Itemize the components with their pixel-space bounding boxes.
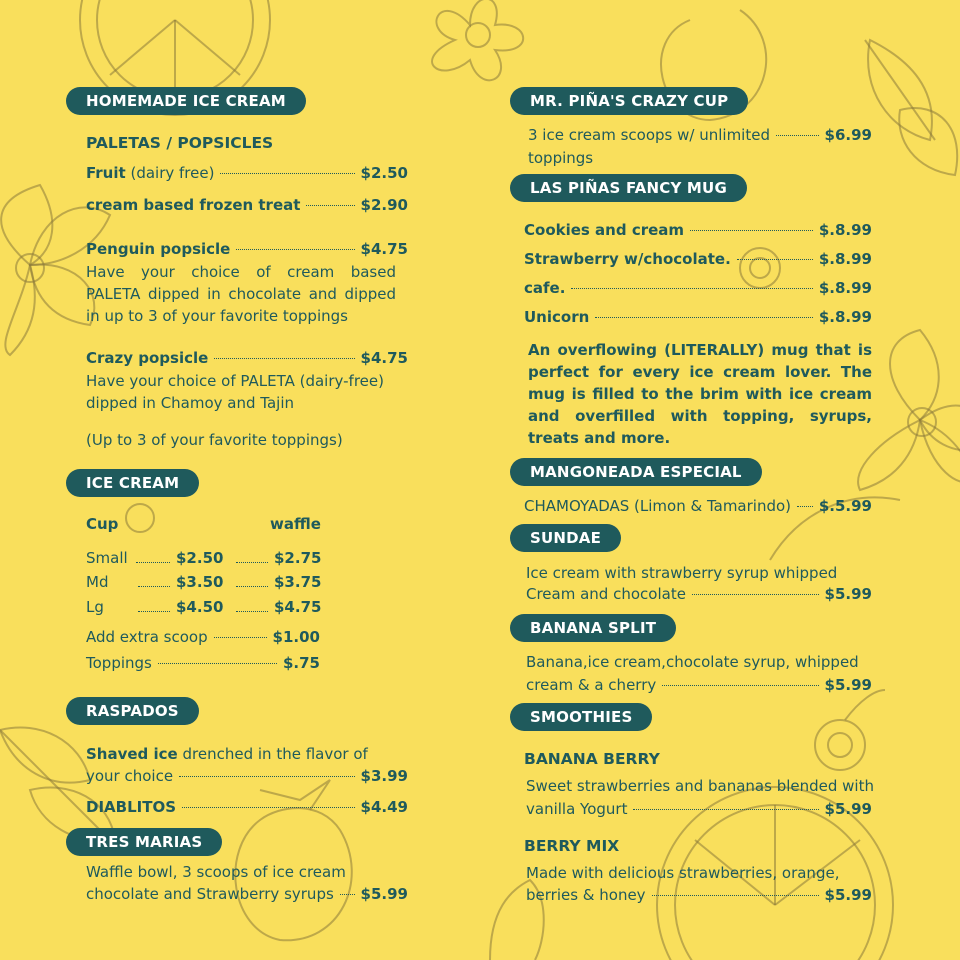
crazy-popsicle-description: Have your choice of PALETA (dairy-free) dipped in Chamoy and Tajin xyxy=(86,372,384,412)
item-name: Cookies and cream xyxy=(524,221,685,239)
fancy-mug-heading: LAS PIÑAS FANCY MUG xyxy=(510,174,747,202)
item-price: $4.75 xyxy=(360,240,408,258)
leader-dots xyxy=(136,562,170,563)
item-price: $5.99 xyxy=(360,885,408,903)
item-desc: cream & a cherry xyxy=(526,676,657,694)
menu-item-berry-mix xyxy=(526,886,872,904)
leader-dots xyxy=(692,594,819,595)
item-name: Shaved ice xyxy=(86,745,178,763)
column-header-cup: Cup xyxy=(86,515,119,533)
item-price: $3.99 xyxy=(360,767,408,785)
leader-dots xyxy=(236,562,268,563)
item-price: $5.99 xyxy=(824,800,872,818)
item-price: $6.99 xyxy=(824,126,872,144)
item-desc: drenched in the flavor of xyxy=(182,745,368,763)
item-price: $5.99 xyxy=(824,585,872,603)
size-label: Md xyxy=(86,573,109,591)
raspados-heading: RASPADOS xyxy=(66,697,199,725)
leader-dots xyxy=(220,173,354,174)
ice-cream-heading: ICE CREAM xyxy=(66,469,199,497)
mangoneada-heading: MANGONEADA ESPECIAL xyxy=(510,458,762,486)
item-price: $.8.99 xyxy=(818,308,872,326)
size-label: Small xyxy=(86,549,128,567)
item-price: $.8.99 xyxy=(818,279,872,297)
homemade-ice-cream-heading: HOMEMADE ICE CREAM xyxy=(66,87,306,115)
menu-item-cream-based xyxy=(86,196,408,214)
crazy-popsicle-note: (Up to 3 of your favorite toppings) xyxy=(86,431,343,449)
leader-dots xyxy=(776,135,819,136)
tres-marias-heading: TRES MARIAS xyxy=(66,828,222,856)
leader-dots xyxy=(652,895,819,896)
item-note: (dairy free) xyxy=(130,164,215,182)
menu-item-banana-split xyxy=(526,676,872,694)
item-desc: berries & honey xyxy=(526,886,646,904)
item-desc: Cream and chocolate xyxy=(526,585,686,603)
item-name: Penguin popsicle xyxy=(86,240,231,258)
item-price: $.75 xyxy=(282,654,320,672)
item-desc: 3 ice cream scoops w/ unlimited xyxy=(528,126,770,144)
sundae-heading: SUNDAE xyxy=(510,524,621,552)
leader-dots xyxy=(179,776,354,777)
menu-item-toppings xyxy=(86,654,320,672)
item-name: cream based frozen treat xyxy=(86,196,301,214)
leader-dots xyxy=(595,317,813,318)
item-price: $1.00 xyxy=(272,628,320,646)
berry-mix-name: BERRY MIX xyxy=(524,837,620,855)
leader-dots xyxy=(571,288,812,289)
leader-dots xyxy=(236,586,268,587)
leader-dots xyxy=(138,611,170,612)
leader-dots xyxy=(214,637,267,638)
menu-item-crazy-popsicle xyxy=(86,349,408,367)
item-name: Crazy popsicle xyxy=(86,349,209,367)
leader-dots xyxy=(214,358,354,359)
menu-item-extra-scoop xyxy=(86,628,320,646)
menu-item-crazy-cup xyxy=(528,126,872,144)
menu-item-cookies-and-cream xyxy=(524,221,872,239)
item-price: $.8.99 xyxy=(818,221,872,239)
item-name: DIABLITOS xyxy=(86,798,176,816)
leader-dots xyxy=(340,894,355,895)
item-price: $4.75 xyxy=(360,349,408,367)
banana-split-description: Banana,ice cream,chocolate syrup, whipped xyxy=(526,653,859,671)
leader-dots xyxy=(662,685,818,686)
banana-berry-name: BANANA BERRY xyxy=(524,750,660,768)
menu-item-unicorn xyxy=(524,308,872,326)
menu-item-fruit xyxy=(86,164,408,182)
leader-dots xyxy=(158,663,277,664)
item-price: $.8.99 xyxy=(818,250,872,268)
cup-price: $4.50 xyxy=(176,598,224,616)
paletas-heading: PALETAS / POPSICLES xyxy=(86,134,274,152)
item-name: cafe. xyxy=(524,279,566,297)
waffle-price: $2.75 xyxy=(274,549,322,567)
item-price: $5.99 xyxy=(824,886,872,904)
menu-item-tres-marias xyxy=(86,885,408,903)
column-header-waffle: waffle xyxy=(270,515,321,533)
leader-dots xyxy=(737,259,813,260)
item-price: $2.90 xyxy=(360,196,408,214)
leader-dots xyxy=(236,249,354,250)
item-price: $5.99 xyxy=(824,676,872,694)
item-desc: chocolate and Strawberry syrups xyxy=(86,885,334,903)
waffle-price: $3.75 xyxy=(274,573,322,591)
item-price: $4.49 xyxy=(360,798,408,816)
item-price: $2.50 xyxy=(360,164,408,182)
leader-dots xyxy=(306,205,354,206)
banana-berry-description: Sweet strawberries and bananas blended with xyxy=(526,777,874,795)
item-name: Add extra scoop xyxy=(86,628,208,646)
size-row-md xyxy=(86,573,386,593)
menu-item-penguin xyxy=(86,240,408,258)
item-name: Unicorn xyxy=(524,308,590,326)
item-name: CHAMOYADAS (Limon & Tamarindo) xyxy=(524,497,792,515)
leader-dots xyxy=(797,506,813,507)
size-label: Lg xyxy=(86,598,104,616)
waffle-price: $4.75 xyxy=(274,598,322,616)
menu-item-chamoyadas xyxy=(524,497,872,515)
menu-item-diablitos xyxy=(86,798,408,816)
leader-dots xyxy=(690,230,813,231)
fancy-mug-description: An overflowing (LITERALLY) mug that is perfect for every ice cream lover. The mug is filled to the brim with ice cream and overfilled with topping, syrups, treats and more. xyxy=(528,341,872,447)
size-row-small xyxy=(86,549,386,569)
sundae-description: Ice cream with strawberry syrup whipped xyxy=(526,564,838,582)
cup-price: $2.50 xyxy=(176,549,224,567)
crazy-cup-heading: MR. PIÑA'S CRAZY CUP xyxy=(510,87,748,115)
cup-price: $3.50 xyxy=(176,573,224,591)
leader-dots xyxy=(236,611,268,612)
smoothies-heading: SMOOTHIES xyxy=(510,703,652,731)
item-name: Fruit xyxy=(86,164,126,182)
menu-item-strawberry-chocolate xyxy=(524,250,872,268)
item-desc: your choice xyxy=(86,767,174,785)
size-row-lg xyxy=(86,598,386,618)
item-price: $.5.99 xyxy=(818,497,872,515)
shaved-ice-description xyxy=(86,743,408,765)
crazy-cup-description: toppings xyxy=(528,149,594,167)
item-name: Toppings xyxy=(86,654,152,672)
menu-item-shaved-ice xyxy=(86,767,408,785)
leader-dots xyxy=(138,586,170,587)
leader-dots xyxy=(182,807,355,808)
berry-mix-description: Made with delicious strawberries, orange, xyxy=(526,864,840,882)
item-desc: vanilla Yogurt xyxy=(526,800,628,818)
penguin-description: Have your choice of cream based PALETA dipped in chocolate and dipped in up to 3 of your favorite toppings xyxy=(86,263,396,325)
item-name: Strawberry w/chocolate. xyxy=(524,250,731,268)
banana-split-heading: BANANA SPLIT xyxy=(510,614,676,642)
tres-marias-description: Waffle bowl, 3 scoops of ice cream xyxy=(86,863,346,881)
menu-item-sundae xyxy=(526,585,872,603)
menu-item-banana-berry xyxy=(526,800,872,818)
leader-dots xyxy=(633,809,818,810)
menu-item-cafe xyxy=(524,279,872,297)
